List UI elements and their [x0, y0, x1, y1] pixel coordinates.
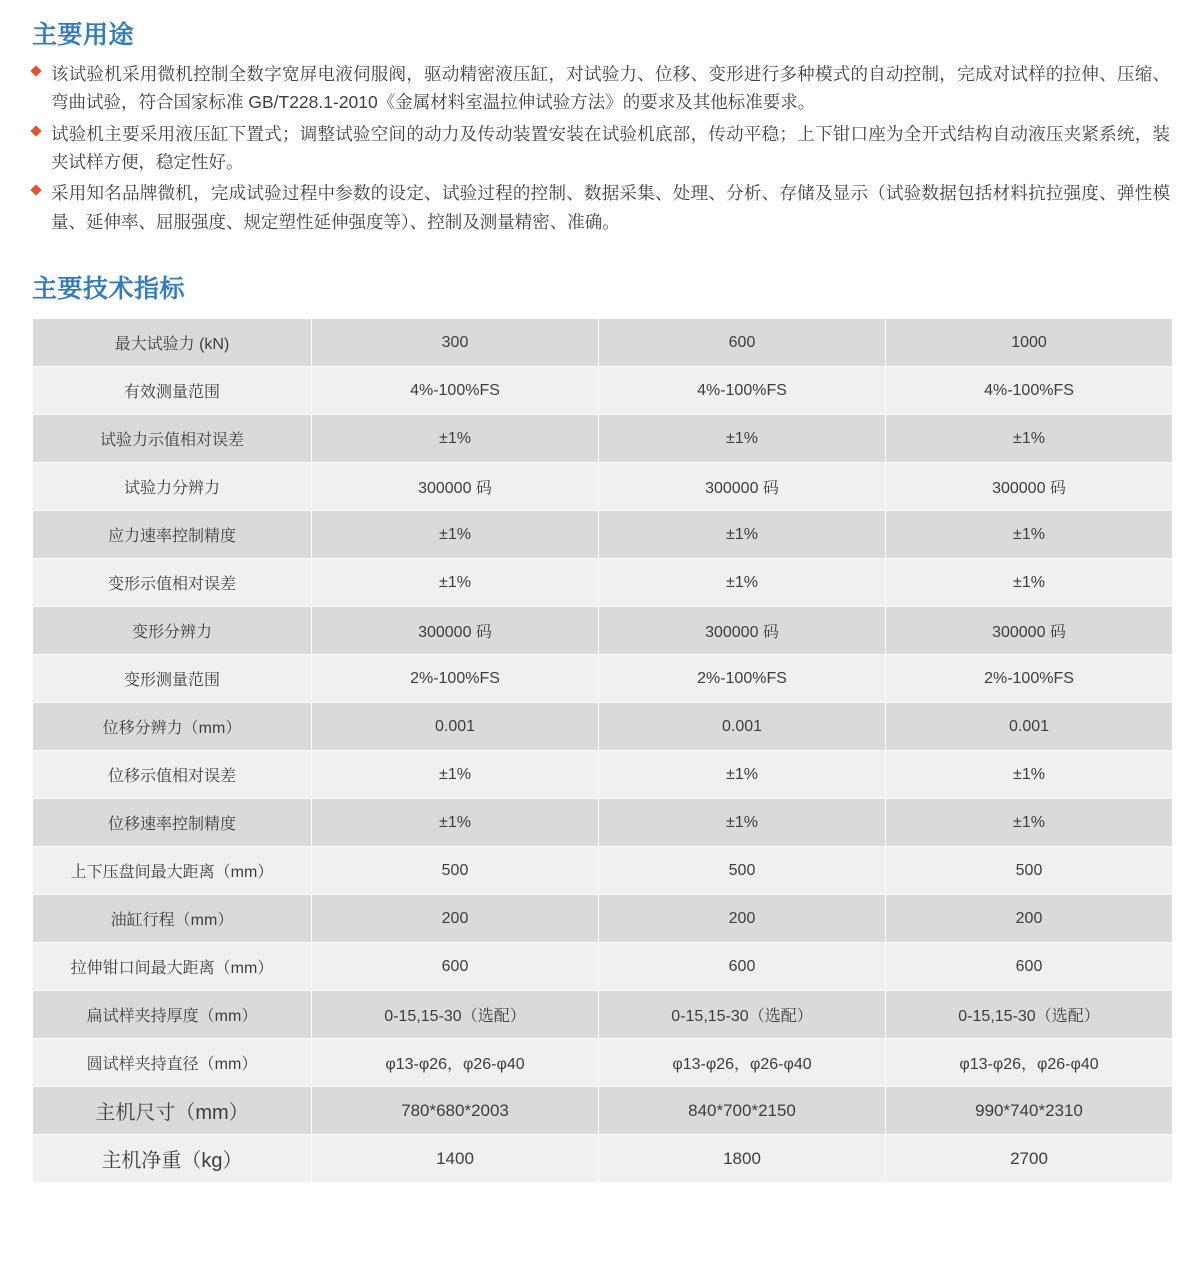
- spec-label-cell: 主机净重（kg）: [33, 1135, 311, 1182]
- spec-value-cell: ±1%: [312, 415, 598, 462]
- spec-value-cell: ±1%: [599, 559, 885, 606]
- spec-label-cell: 主机尺寸（mm）: [33, 1087, 311, 1134]
- spec-value-cell: ±1%: [599, 799, 885, 846]
- spec-label-cell: 变形测量范围: [33, 655, 311, 702]
- spec-value-cell: 0-15,15-30（选配）: [312, 991, 598, 1038]
- table-row: [33, 607, 1172, 654]
- spec-value-cell: 2%-100%FS: [312, 655, 598, 702]
- spec-label-cell: 拉伸钳口间最大距离（mm）: [33, 943, 311, 990]
- table-row: [33, 319, 1172, 366]
- spec-value-cell: 840*700*2150: [599, 1087, 885, 1134]
- spec-label-cell: 圆试样夹持直径（mm）: [33, 1039, 311, 1086]
- spec-value-cell: 1800: [599, 1135, 885, 1182]
- spec-value-cell: 300000 码: [312, 463, 598, 510]
- table-row: [33, 367, 1172, 414]
- list-item: [30, 179, 1170, 236]
- spec-value-cell: 780*680*2003: [312, 1087, 598, 1134]
- spec-value-cell: 0-15,15-30（选配）: [886, 991, 1172, 1038]
- spec-value-cell: 300000 码: [599, 463, 885, 510]
- spec-label-cell: 变形示值相对误差: [33, 559, 311, 606]
- diamond-bullet-icon: [30, 125, 41, 136]
- spec-value-cell: ±1%: [312, 511, 598, 558]
- list-item: [30, 120, 1170, 177]
- list-item-text: 试验机主要采用液压缸下置式；调整试验空间的动力及传动装置安装在试验机底部，传动平稳；上下钳口座为全开式结构自动液压夹紧系统，装夹试样方便，稳定性好。: [51, 123, 1170, 173]
- spec-value-cell: ±1%: [599, 511, 885, 558]
- table-row: [33, 703, 1172, 750]
- spec-value-cell: 500: [312, 847, 598, 894]
- spec-value-cell: ±1%: [599, 415, 885, 462]
- spec-value-cell: 0.001: [599, 703, 885, 750]
- spec-value-cell: 300: [312, 319, 598, 366]
- spec-value-cell: 300000 码: [599, 607, 885, 654]
- list-item-text: 该试验机采用微机控制全数字宽屏电液伺服阀，驱动精密液压缸，对试验力、位移、变形进行多种模式的自动控制，完成对试样的拉伸、压缩、弯曲试验，符合国家标准 GB/T228.1-2010《金属材料室温拉伸试验方法》的要求及其他标准要求。: [51, 64, 1170, 113]
- table-row: [33, 415, 1172, 462]
- usage-bullet-list: [30, 60, 1170, 236]
- spec-value-cell: ±1%: [886, 415, 1172, 462]
- table-row: [33, 1087, 1172, 1134]
- spec-value-cell: 200: [312, 895, 598, 942]
- spec-label-cell: 扁试样夹持厚度（mm）: [33, 991, 311, 1038]
- specifications-table: [32, 318, 1173, 1183]
- table-row: [33, 559, 1172, 606]
- spec-value-cell: 600: [599, 943, 885, 990]
- spec-value-cell: 0.001: [886, 703, 1172, 750]
- specifications-table-body: [33, 319, 1172, 1182]
- spec-label-cell: 应力速率控制精度: [33, 511, 311, 558]
- table-row: [33, 799, 1172, 846]
- spec-label-cell: 位移示值相对误差: [33, 751, 311, 798]
- spec-value-cell: 4%-100%FS: [312, 367, 598, 414]
- spec-value-cell: 990*740*2310: [886, 1087, 1172, 1134]
- spec-value-cell: ±1%: [312, 559, 598, 606]
- spec-value-cell: 2%-100%FS: [599, 655, 885, 702]
- spec-value-cell: 300000 码: [886, 463, 1172, 510]
- spec-label-cell: 试验力分辨力: [33, 463, 311, 510]
- spec-value-cell: 600: [312, 943, 598, 990]
- spec-value-cell: 2700: [886, 1135, 1172, 1182]
- spec-value-cell: φ13-φ26，φ26-φ40: [599, 1039, 885, 1086]
- spec-value-cell: 2%-100%FS: [886, 655, 1172, 702]
- spec-value-cell: 4%-100%FS: [886, 367, 1172, 414]
- spec-value-cell: ±1%: [886, 751, 1172, 798]
- spec-value-cell: 4%-100%FS: [599, 367, 885, 414]
- spec-label-cell: 油缸行程（mm）: [33, 895, 311, 942]
- spec-label-cell: 变形分辨力: [33, 607, 311, 654]
- spec-value-cell: 1000: [886, 319, 1172, 366]
- page-title: 主要用途: [32, 21, 135, 49]
- spec-label-cell: 有效测量范围: [33, 367, 311, 414]
- spec-value-cell: φ13-φ26，φ26-φ40: [886, 1039, 1172, 1086]
- spec-value-cell: 300000 码: [886, 607, 1172, 654]
- diamond-bullet-icon: [30, 185, 41, 196]
- spec-value-cell: 200: [886, 895, 1172, 942]
- spec-value-cell: ±1%: [886, 559, 1172, 606]
- specs-heading: 主要技术指标: [32, 275, 186, 304]
- spec-value-cell: ±1%: [599, 751, 885, 798]
- spec-value-cell: 300000 码: [312, 607, 598, 654]
- spec-value-cell: ±1%: [312, 751, 598, 798]
- spec-value-cell: 500: [886, 847, 1172, 894]
- list-item-text: 采用知名品牌微机，完成试验过程中参数的设定、试验过程的控制、数据采集、处理、分析、存储及显示（试验数据包括材料抗拉强度、弹性模量、延伸率、屈服强度、规定塑性延伸强度等）、控制及测量精密、准确。: [51, 183, 1170, 232]
- table-row: [33, 895, 1172, 942]
- table-row: [33, 1039, 1172, 1086]
- diamond-bullet-icon: [30, 65, 41, 76]
- spec-value-cell: 200: [599, 895, 885, 942]
- spec-value-cell: ±1%: [886, 799, 1172, 846]
- spec-value-cell: 600: [886, 943, 1172, 990]
- spec-value-cell: 600: [599, 319, 885, 366]
- table-row: [33, 751, 1172, 798]
- spec-label-cell: 位移速率控制精度: [33, 799, 311, 846]
- spec-value-cell: 0-15,15-30（选配）: [599, 991, 885, 1038]
- spec-value-cell: φ13-φ26，φ26-φ40: [312, 1039, 598, 1086]
- spec-label-cell: 最大试验力 (kN): [33, 319, 311, 366]
- list-item: [30, 60, 1170, 117]
- table-row: [33, 463, 1172, 510]
- spec-value-cell: ±1%: [312, 799, 598, 846]
- table-row: [33, 511, 1172, 558]
- spec-label-cell: 上下压盘间最大距离（mm）: [33, 847, 311, 894]
- table-row: [33, 1135, 1172, 1182]
- table-row: [33, 847, 1172, 894]
- spec-value-cell: 0.001: [312, 703, 598, 750]
- table-row: [33, 991, 1172, 1038]
- spec-label-cell: 位移分辨力（mm）: [33, 703, 311, 750]
- spec-value-cell: 1400: [312, 1135, 598, 1182]
- table-row: [33, 655, 1172, 702]
- spec-label-cell: 试验力示值相对误差: [33, 415, 311, 462]
- table-row: [33, 943, 1172, 990]
- spec-value-cell: ±1%: [886, 511, 1172, 558]
- spec-value-cell: 500: [599, 847, 885, 894]
